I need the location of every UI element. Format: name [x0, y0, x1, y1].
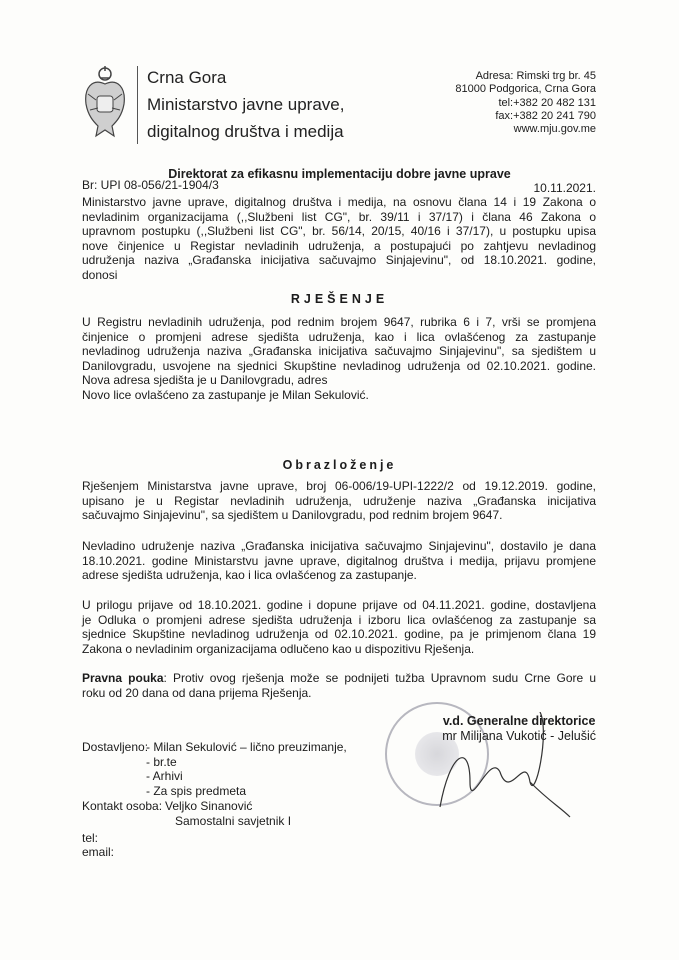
coat-of-arms-logo: [82, 64, 128, 144]
text-line: U prilogu prijave od 18.10.2021. godine i dopune prijave od 04.11.2021. godine, dostavljena: [82, 598, 596, 612]
fax: fax:+382 20 241 790: [495, 109, 596, 122]
contact-label: Kontakt osoba:: [82, 799, 163, 813]
delivered-list: [146, 740, 347, 798]
text-line: Zakona o nevladinim organizacijama odlučeno kao u dispozitivu Rješenja.: [82, 641, 475, 656]
reference-number: Br: UPI 08-056/21-1904/3: [82, 178, 219, 192]
address-line: Adresa: Rimski trg br. 45: [475, 70, 596, 82]
delivered-item: - Milan Sekulović – lično preuzimanje,: [146, 740, 347, 754]
address-line: 81000 Podgorica, Crna Gora: [455, 83, 596, 96]
intro-paragraph: [82, 195, 596, 283]
text-line: : Protiv ovog rješenja može se podnijeti tužba Upravnom sudu Crne Gore u: [163, 671, 596, 685]
ministry-name-line1: Ministarstvo javne uprave,: [147, 95, 345, 114]
text-line: roku od 20 dana od dana prijema Rješenja.: [82, 685, 312, 700]
text-line: Nova adresa sjedišta je u Danilovgradu, adres: [82, 373, 328, 388]
address-block: [455, 70, 596, 136]
country-name: Crna Gora: [147, 68, 227, 87]
text-line: 18.10.2021. godine Ministarstvu javne uprave, digitalnog društva i medija, prijavu promjene: [82, 553, 596, 568]
contact-name: Veljko Sinanović: [165, 799, 253, 813]
text-line: nove činjenice u Registar nevladinih udruženja, a postupajući po zahtjevu nevladinog: [82, 238, 596, 253]
reasoning-paragraph-3: [82, 598, 596, 656]
text-line: donosi: [82, 267, 118, 282]
decision-title: RJEŠENJE: [290, 292, 389, 306]
text-line: je Odluka o promjeni adrese sjedišta udruženja i izboru lica ovlašćenog za zastupanje sa: [82, 612, 596, 627]
legal-notice: [82, 671, 596, 700]
reasoning-paragraph-1: [82, 479, 596, 523]
text-line: Rješenjem Ministarstva javne uprave, broj 06-006/19-UPI-1222/2 od 19.12.2019. godine,: [82, 479, 596, 493]
tel-label: tel:: [82, 831, 99, 845]
text-line: Ministarstvo javne uprave, digitalnog društva i medija, na osnovu člana 14 i 19 Zakona o: [82, 195, 596, 209]
decision-paragraph: [82, 315, 596, 403]
website-link[interactable]: www.mju.gov.me: [513, 123, 596, 136]
reasoning-paragraph-2: [82, 539, 596, 583]
delivered-item: - br.te: [146, 754, 177, 769]
text-line: Nevladino udruženje naziva „Građanska inicijativa sačuvajmo Sinjajevinu", dostavilo je dana: [82, 539, 596, 553]
contact-role: Samostalni savjetnik I: [175, 814, 292, 828]
directorate-title: Direktorat za efikasnu implementaciju dobre javne uprave: [168, 167, 511, 181]
text-line: upravnom postupku (,,Službeni list CG", br. 56/14, 20/15, 40/16 i 37/17), u postupku upisa: [82, 224, 596, 239]
text-line: upisano je u Registar nevladinih udruženja, udruženje naziva „Građanska inicijativa: [82, 493, 596, 508]
text-line: adrese sjedišta udruženja, kao i lica ovlašćenog za zastupanje.: [82, 568, 417, 583]
delivered-item: - Arhivi: [146, 769, 183, 784]
email-label: email:: [82, 845, 115, 859]
signature-block: [442, 714, 596, 744]
signatory-title: v.d. Generalne direktorice: [442, 714, 596, 728]
ministry-name-line2: digitalnog društva i medija: [147, 122, 344, 141]
legal-notice-label: Pravna pouka: [82, 671, 164, 685]
reasoning-title: Obrazloženje: [282, 458, 397, 472]
phone: tel:+382 20 482 131: [498, 96, 596, 109]
delivered-item: - Za spis predmeta: [146, 783, 247, 798]
text-line: činjenice o promjeni adrese sjedišta udruženja, kao i lica ovlašćenog za zastupanje: [82, 329, 596, 344]
text-line: nevladinim organizacijama (,,Službeni list CG", br. 39/11 i 37/17) i člana 46 Zakona o: [82, 209, 596, 224]
delivered-label: Dostavljeno:: [82, 740, 149, 754]
text-line: sjednice Skupštine nevladinog udruženja od 02.10.2021. godine, pa je primjenom člana 19: [82, 627, 596, 642]
text-line: U Registru nevladinih udruženja, pod rednim brojem 9647, rubrika 6 i 7, vrši se promjena: [82, 315, 596, 329]
text-line: nevladinog udruženja naziva „Građanska inicijativa sačuvajmo Sinjajevinu", sa sjedištem u: [82, 344, 596, 359]
header-divider: [137, 66, 138, 144]
text-line: udruženja naziva „Građanska inicijativa sačuvajmo Sinjajevinu", od 18.10.2021. godine,: [82, 253, 596, 268]
text-line: sačuvajmo Sinjajevinu", sa sjedištem u Danilovgradu, pod rednim brojem 9647.: [82, 508, 503, 523]
text-line: Danilovgradu, usvojene na sjednici Skupštine nevladinog udruženja od 02.10.2021. godine.: [82, 358, 596, 373]
signatory-name: mr Milijana Vukotić - Jelušić: [442, 729, 596, 743]
document-date: 10.11.2021.: [533, 181, 596, 195]
text-line: Novo lice ovlašćeno za zastupanje je Milan Sekulović.: [82, 387, 369, 402]
